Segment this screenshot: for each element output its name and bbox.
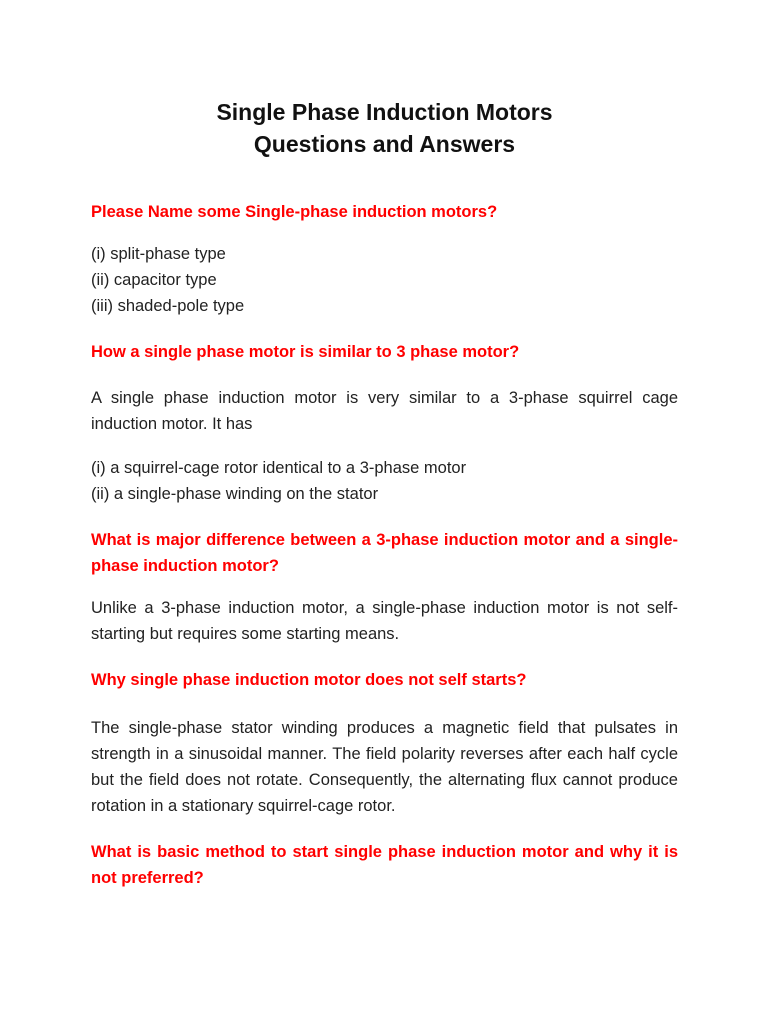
document-title xyxy=(91,96,678,160)
answer-1-line-3: (iii) shaded-pole type xyxy=(91,297,245,315)
question-2: How a single phase motor is similar to 3 phase motor? xyxy=(91,343,520,361)
question-4: Why single phase induction motor does not self starts? xyxy=(91,671,527,689)
question-1: Please Name some Single-phase induction motors? xyxy=(91,203,498,221)
answer-1 xyxy=(91,241,678,319)
answer-2-line-2: (ii) a single-phase winding on the stator xyxy=(91,485,379,503)
question-3: What is major difference between a 3-phase induction motor and a single-phase induction motor? xyxy=(91,531,678,575)
title-line-2: Questions and Answers xyxy=(253,131,516,157)
answer-2-list xyxy=(91,455,678,507)
answer-1-line-2: (ii) capacitor type xyxy=(91,271,217,289)
title-line-1: Single Phase Induction Motors xyxy=(216,99,553,125)
answer-4: The single-phase stator winding produces a magnetic field that pulsates in strength in a sinusoidal manner. The field polarity reverses after each half cycle but the field does not rotate. Consequently, the alternating flux cannot produce rotation in a stationary squirrel-cage rotor. xyxy=(91,719,678,815)
answer-2-line-1: (i) a squirrel-cage rotor identical to a 3-phase motor xyxy=(91,459,467,477)
answer-3: Unlike a 3-phase induction motor, a single-phase induction motor is not self- starting but requires some starting means. xyxy=(91,599,678,643)
answer-2-intro: A single phase induction motor is very similar to a 3-phase squirrel cage induction motor. It has xyxy=(91,389,678,433)
answer-1-line-1: (i) split-phase type xyxy=(91,245,226,263)
question-5: What is basic method to start single phase induction motor and why it is not preferred? xyxy=(91,843,678,887)
